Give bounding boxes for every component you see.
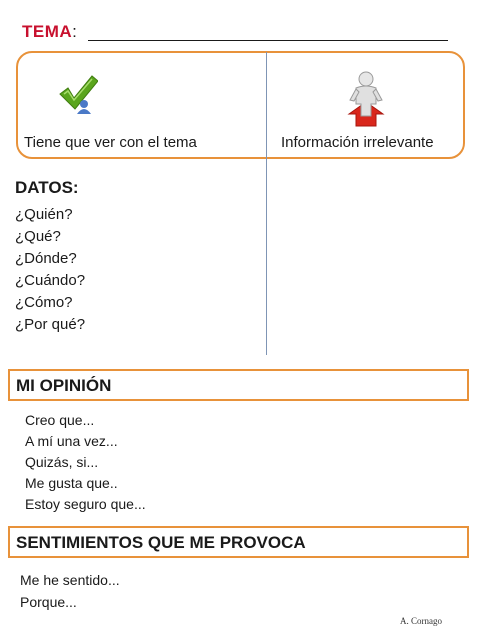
sentimientos-line-2: Porque... — [20, 594, 77, 610]
sentimientos-header-box — [8, 526, 469, 558]
opinion-title: MI OPINIÓN — [16, 376, 112, 395]
opinion-line-3: Quizás, si... — [25, 454, 99, 470]
relevant-info-label: Tiene que ver con el tema — [24, 134, 197, 151]
checkmark-icon — [58, 72, 98, 114]
author-credit: A. Cornago — [400, 616, 442, 626]
opinion-line-1: Creo que... — [25, 412, 95, 428]
opinion-header-box — [8, 369, 469, 401]
datos-title: DATOS: — [15, 178, 79, 197]
opinion-line-4: Me gusta que.. — [25, 475, 118, 491]
tema-colon: : — [72, 22, 77, 41]
column-divider — [266, 52, 267, 355]
opinion-line-2: A mí una vez... — [25, 433, 118, 449]
question-cuando: ¿Cuándo? — [15, 272, 86, 289]
person-on-arrow-icon — [346, 70, 386, 128]
opinion-line-5: Estoy seguro que... — [25, 496, 146, 512]
sentimientos-title: SENTIMIENTOS QUE ME PROVOCA — [16, 533, 306, 552]
question-como: ¿Cómo? — [15, 294, 73, 311]
tema-fill-line[interactable] — [88, 40, 448, 41]
tema-heading — [22, 22, 77, 42]
question-donde: ¿Dónde? — [15, 250, 77, 267]
question-quien: ¿Quién? — [15, 206, 73, 223]
tema-label: TEMA — [22, 22, 73, 41]
question-por-que: ¿Por qué? — [15, 316, 86, 333]
irrelevant-info-label: Información irrelevante — [281, 134, 434, 151]
question-que: ¿Qué? — [15, 228, 61, 245]
sentimientos-line-1: Me he sentido... — [20, 572, 120, 588]
